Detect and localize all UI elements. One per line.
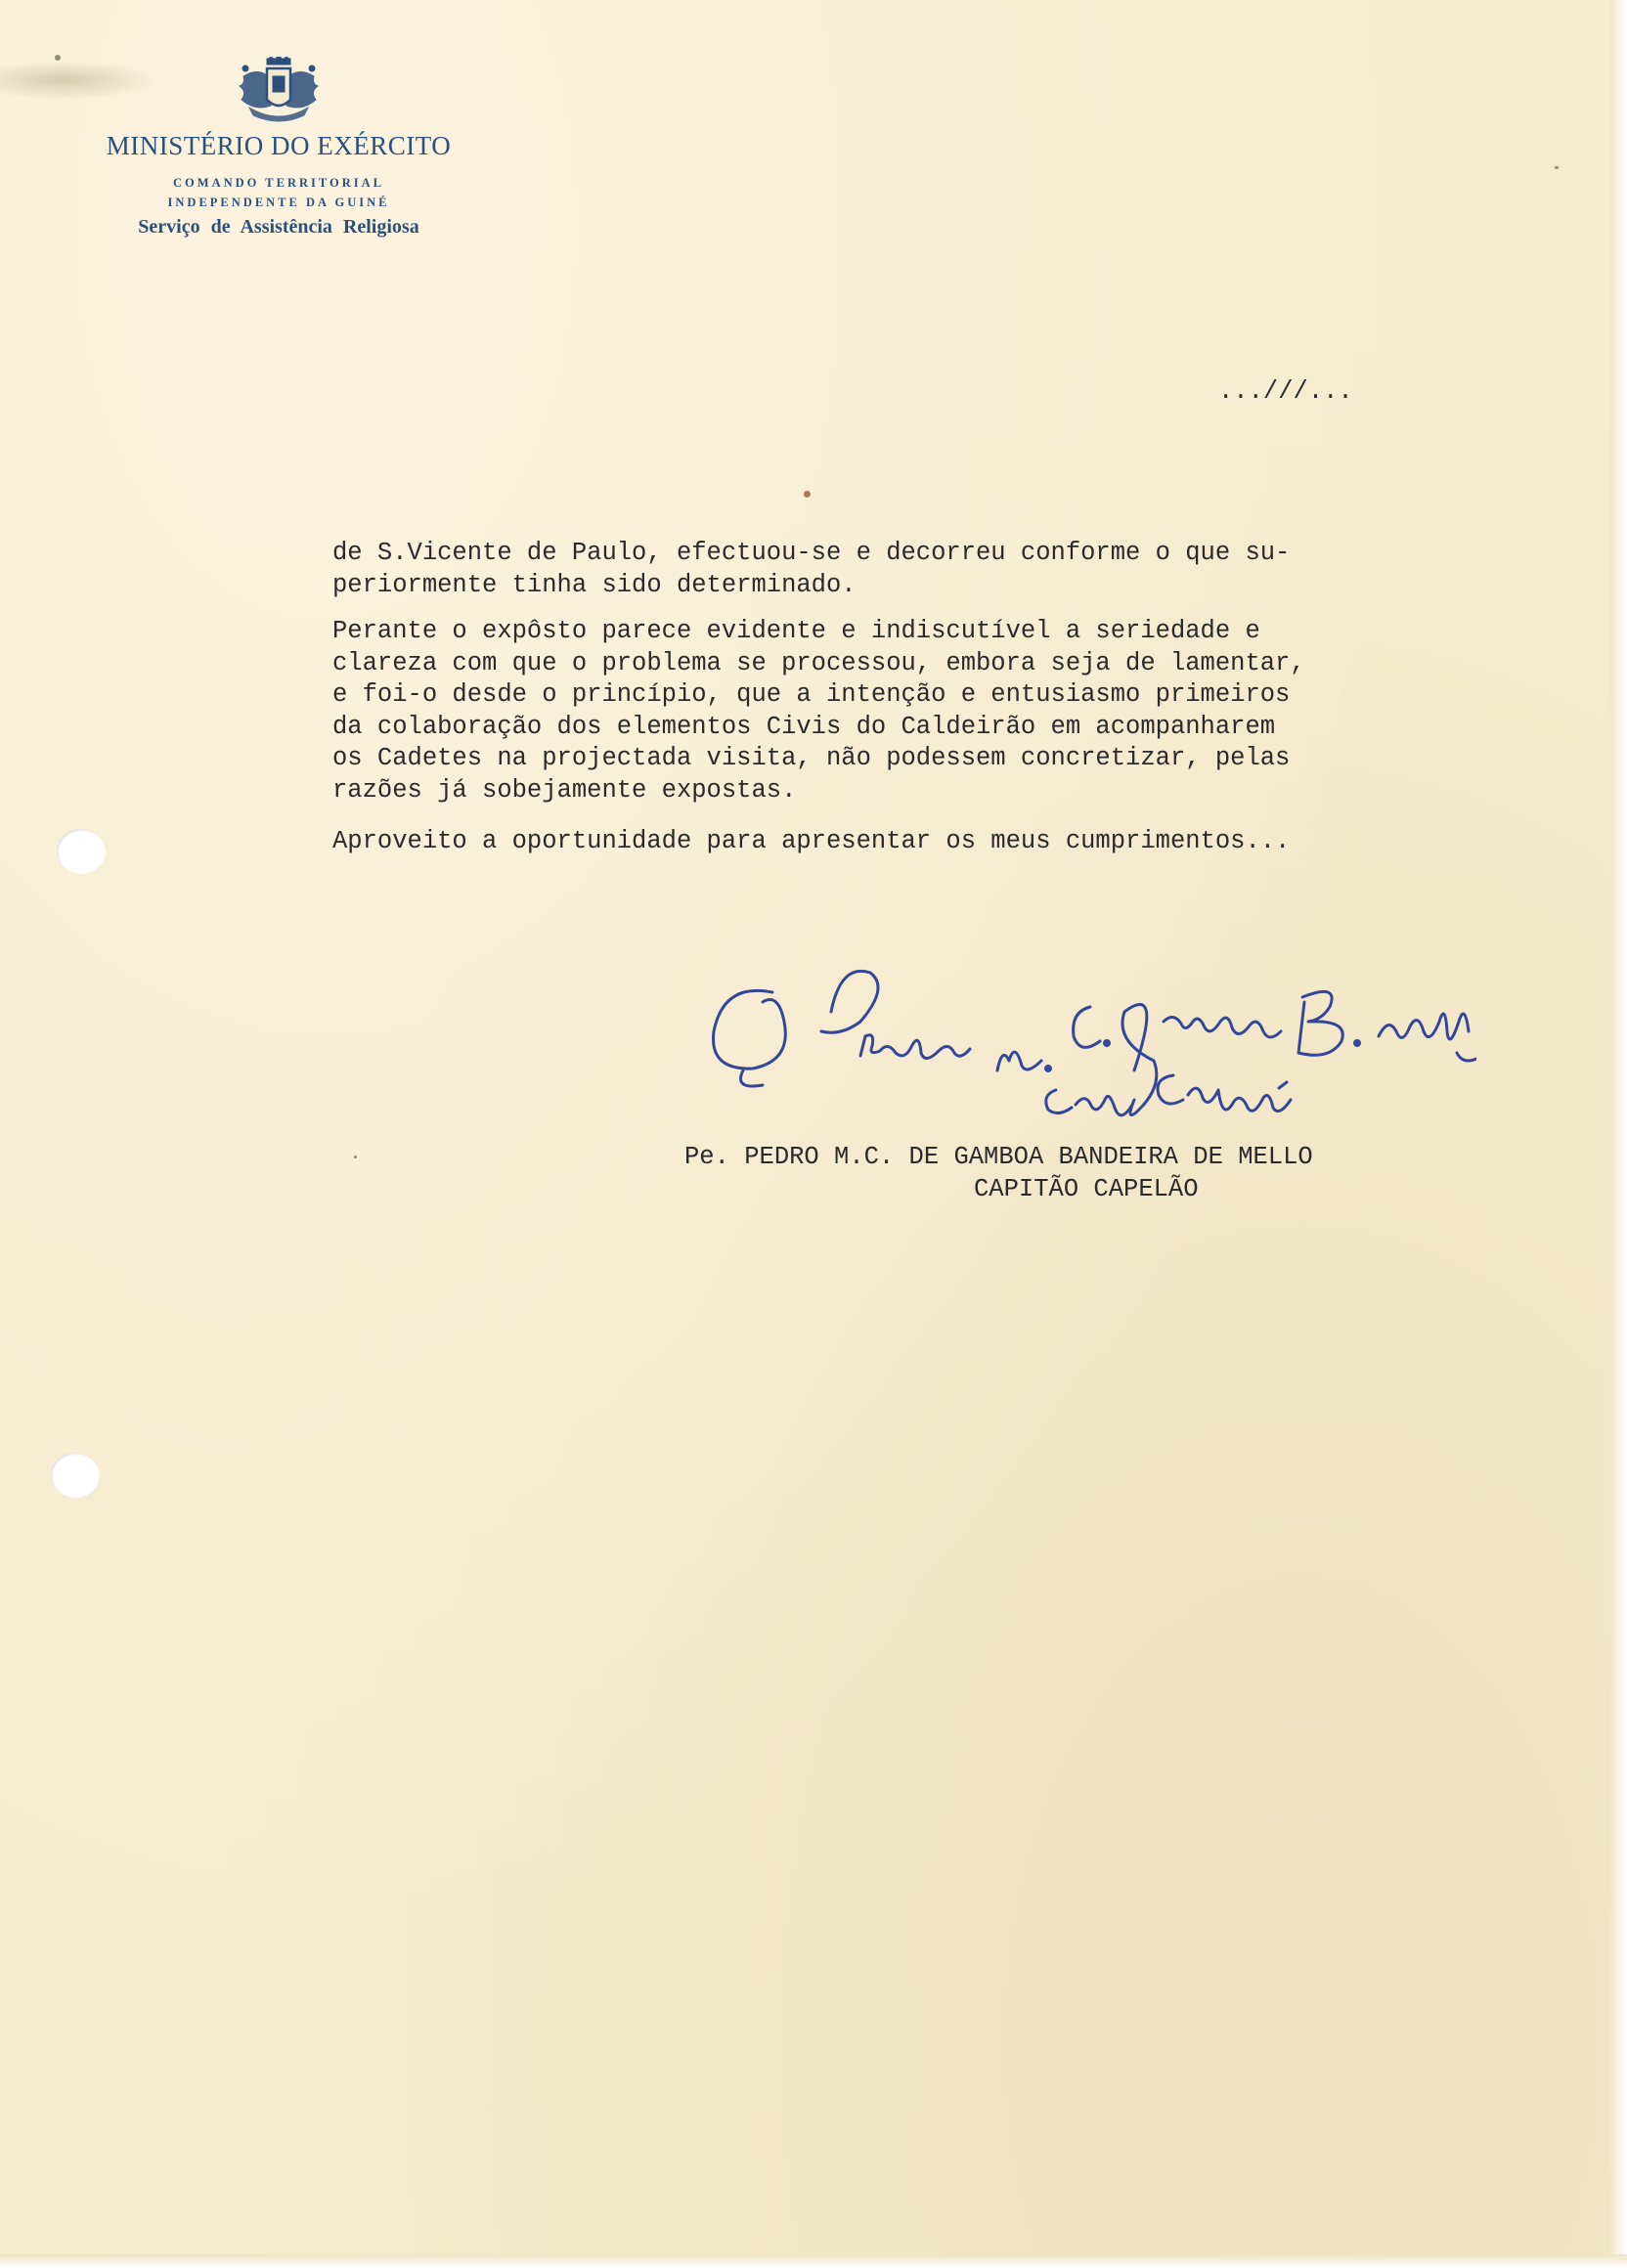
paragraph-2 [332,616,1506,807]
text-line: de S.Vicente de Paulo, efectuou-se e decorreu conforme o que su- [332,539,1291,567]
paper-speck [1555,166,1559,169]
letterhead [59,57,499,239]
text-line: razões já sobejamente expostas. [332,775,797,805]
service-name: Serviço de Assistência Religiosa [138,216,419,238]
paper-speck [55,55,61,61]
signatory-title: CAPITÃO CAPELÃO [974,1174,1199,1203]
paper-edge-right [1609,0,1627,2268]
punch-hole [51,1453,100,1498]
punch-hole [57,829,106,874]
text-line: Aproveito a oportunidade para apresentar os meus cumprimentos... [332,827,1291,855]
text-line: periormente tinha sido determinado. [332,570,857,599]
paper-edge-bottom [0,2254,1627,2268]
handwritten-signature [704,963,1476,1129]
text-line: e foi-o desde o princípio, que a intenção e entusiasmo primeiros [332,680,1291,709]
text-line: da colaboração dos elementos Civis do Caldeirão em acompanharem [332,712,1276,741]
signature-block [684,1142,1564,1205]
paper-speck [804,491,811,498]
signatory-name: Pe. PEDRO M.C. DE GAMBOA BANDEIRA DE MELLO [684,1143,1313,1171]
command-name [59,173,499,212]
coat-of-arms-icon [234,57,324,125]
page-continuation-marker: ...///... [1218,377,1353,406]
command-line-1: COMANDO TERRITORIAL [173,176,384,190]
text-line: clareza com que o problema se processou, embora seja de lamentar, [332,648,1305,677]
command-line-2: INDEPENDENTE DA GUINÉ [167,196,390,209]
letter-body [332,538,1506,873]
paper-speck [354,1156,357,1158]
paragraph-1 [332,538,1506,601]
ministry-title: MINISTÉRIO DO EXÉRCITO [106,131,452,160]
paragraph-3 [332,826,1506,858]
text-line: os Cadetes na projectada visita, não podessem concretizar, pelas [332,744,1291,772]
text-line: Perante o expôsto parece evidente e indiscutível a seriedade e [332,617,1260,645]
